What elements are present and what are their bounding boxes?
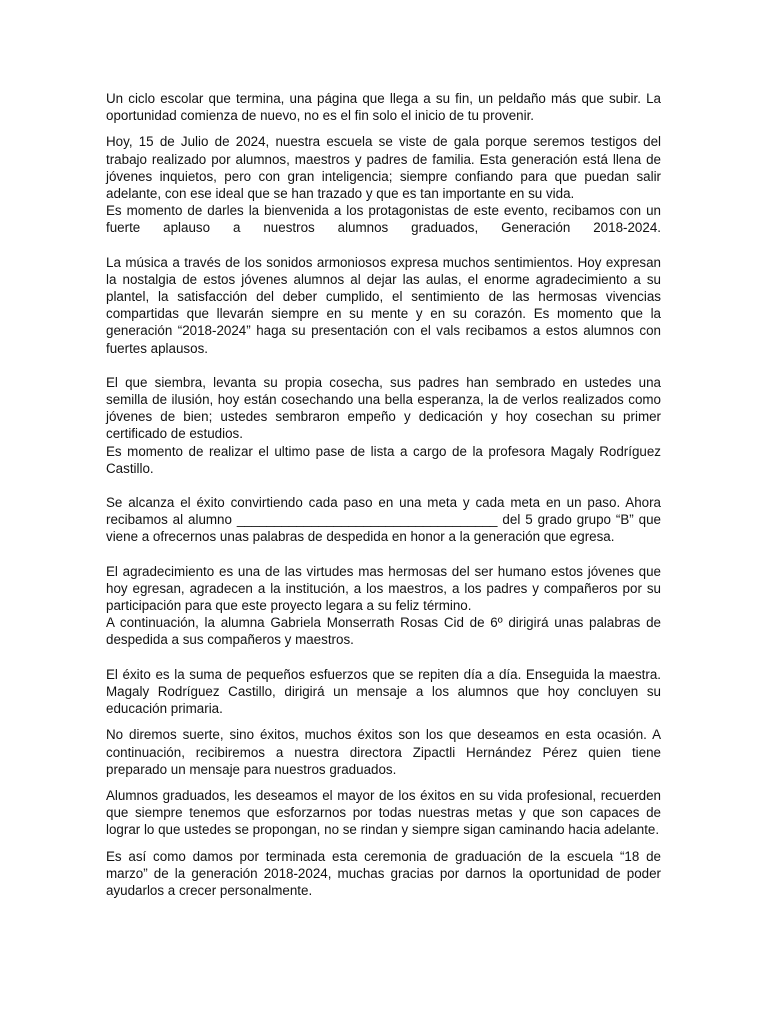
paragraph-spacer [106, 778, 661, 787]
paragraph-director-message [106, 726, 661, 778]
paragraph-text: El que siembra, levanta su propia cosecha, sus padres han sembrado en ustedes una semilla de ilusión, hoy están cosechando una bella esperanza, la de verlos realizados como jóvenes de bien; ustedes sembraron empeño y dedicación y hoy cosechan su primer certificado de estudios. [106, 374, 661, 442]
paragraph-best-wishes [106, 787, 661, 839]
paragraph-spacer [106, 546, 661, 563]
paragraph-text: A continuación, la alumna Gabriela Monserrath Rosas Cid de 6º dirigirá unas palabras de despedida a sus compañeros y maestros. [106, 615, 661, 648]
paragraph-success [106, 494, 661, 546]
paragraph-teacher-message [106, 666, 661, 718]
paragraph-intro [106, 90, 661, 124]
paragraph-text: Es momento de darles la bienvenida a los protagonistas de este evento, recibamos con un fuerte aplauso a nuestros alumnos graduados, Generación 2018-2024. [106, 203, 661, 236]
paragraph-text: El éxito es la suma de pequeños esfuerzos que se repiten día a día. Enseguida la maestra. Magaly Rodríguez Castillo, dirigirá un mensaje a los alumnos que hoy concluyen su educación primaria. [106, 666, 661, 717]
paragraph-spacer [106, 124, 661, 133]
paragraph-spacer [106, 839, 661, 848]
document-page [106, 90, 661, 899]
paragraph-spacer [106, 717, 661, 726]
paragraph-spacer [106, 477, 661, 494]
paragraph-text: Un ciclo escolar que termina, una página que llega a su fin, un peldaño más que subir. La oportunidad comienza de nuevo, no es el fin solo el inicio de tu provenir. [106, 91, 661, 124]
paragraph-harvest [106, 374, 661, 477]
paragraph-spacer [106, 357, 661, 374]
paragraph-spacer [106, 649, 661, 666]
paragraph-text: La música a través de los sonidos armoniosos expresa muchos sentimientos. Hoy expresan la nostalgia de estos jóvenes alumnos al dejar las aulas, el enorme agradecimiento a su plantel, la satisfacción del deber cumplido, el sentimiento de las hermosas vivencias compartidas que llevarán siempre en su mente y en su corazón. Es momento que la generación “2018-2024” haga su presentación con el vals recibamos a estos alumnos con fuertes aplausos. [106, 254, 661, 356]
paragraph-text: No diremos suerte, sino éxitos, muchos éxitos son los que deseamos en esta ocasión. A continuación, recibiremos a nuestra directora Zipactli Hernández Pérez quien tiene preparado un mensaje para nuestros graduados. [106, 727, 661, 777]
paragraph-welcome [106, 133, 661, 236]
paragraph-text: Se alcanza el éxito convirtiendo cada paso en una meta y cada meta en un paso. Ahora recibamos al alumno ___________________________________ del 5 grado grupo “B” que viene a ofrecernos unas palabras de despedida en honor a la generación que egresa. [106, 495, 661, 545]
paragraph-closing [106, 848, 661, 900]
paragraph-text: Es momento de realizar el ultimo pase de lista a cargo de la profesora Magaly Rodríguez Castillo. [106, 443, 661, 476]
paragraph-music [106, 254, 661, 357]
paragraph-gratitude [106, 563, 661, 649]
paragraph-text: Alumnos graduados, les deseamos el mayor de los éxitos en su vida profesional, recuerden que siempre tenemos que esforzarnos por todas nuestras metas y que son capaces de lograr lo que ustedes se propongan, no se rindan y siempre sigan caminando hacia adelante. [106, 787, 661, 838]
paragraph-text: Es así como damos por terminada esta ceremonia de graduación de la escuela “18 de marzo” de la generación 2018-2024, muchas gracias por darnos la oportunidad de poder ayudarlos a crecer personalmente. [106, 848, 661, 898]
paragraph-text: Hoy, 15 de Julio de 2024, nuestra escuela se viste de gala porque seremos testigos del trabajo realizado por alumnos, maestros y padres de familia. Esta generación está llena de jóvenes inquietos, pero con gran inteligencia; siempre confiando para que puedan salir adelante, con ese ideal que se han trazado y que es tan importante en su vida. [106, 134, 661, 202]
paragraph-text: El agradecimiento es una de las virtudes mas hermosas del ser humano estos jóvenes que hoy egresan, agradecen a la institución, a los maestros, a los padres y compañeros por su participación para que este proyecto legara a su feliz término. [106, 563, 661, 614]
paragraph-spacer [106, 237, 661, 254]
